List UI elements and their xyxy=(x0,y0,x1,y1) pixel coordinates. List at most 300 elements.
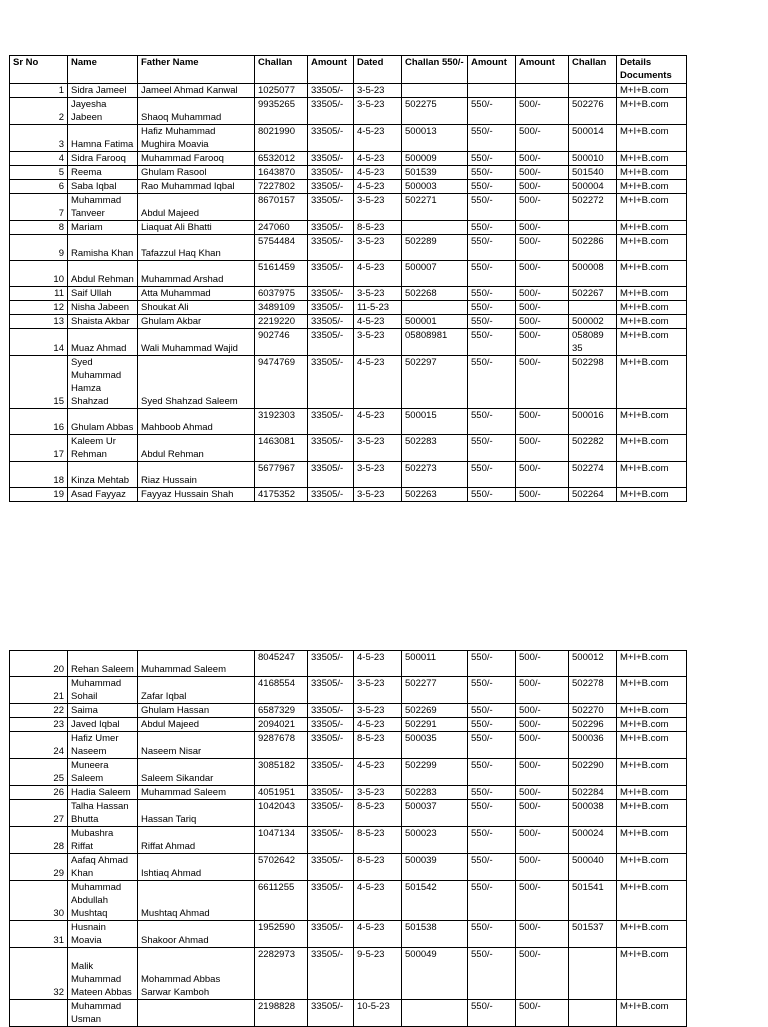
table-row xyxy=(10,194,687,221)
cell-amount: 33505/- xyxy=(308,84,354,98)
cell-challan-550: 500015 xyxy=(402,409,468,435)
cell-name: Hafiz Umer Naseem xyxy=(68,732,138,759)
cell-dated: 4-5-23 xyxy=(354,921,402,948)
cell-details-documents: M+I+B.com xyxy=(617,881,687,921)
cell-challan-2: 500008 xyxy=(569,261,617,287)
cell-amount: 33505/- xyxy=(308,800,354,827)
cell-amount-500: 500/- xyxy=(516,881,569,921)
cell-dated: 3-5-23 xyxy=(354,84,402,98)
cell-details-documents: M+I+B.com xyxy=(617,948,687,1000)
header-amount-550: Amount xyxy=(468,56,516,84)
cell-father-name: Hassan Tariq xyxy=(138,800,255,827)
cell-name: Shaista Akbar xyxy=(68,315,138,329)
cell-amount-550: 550/- xyxy=(468,759,516,786)
cell-dated: 9-5-23 xyxy=(354,948,402,1000)
cell-sr-no: 17 xyxy=(10,435,68,462)
cell-challan: 1643870 xyxy=(255,166,308,180)
cell-challan-2: 500012 xyxy=(569,651,617,677)
cell-details-documents: M+I+B.com xyxy=(617,462,687,488)
cell-father-name: Muhammad Saleem xyxy=(138,786,255,800)
cell-challan-550: 501539 xyxy=(402,166,468,180)
cell-challan-2: 058089 35 xyxy=(569,329,617,356)
cell-challan-2: 502290 xyxy=(569,759,617,786)
header-challan-2: Challan xyxy=(569,56,617,84)
cell-amount-500: 500/- xyxy=(516,166,569,180)
cell-challan-550: 502291 xyxy=(402,718,468,732)
cell-details-documents: M+I+B.com xyxy=(617,180,687,194)
cell-amount-550: 550/- xyxy=(468,921,516,948)
records-table-page-1 xyxy=(9,55,687,502)
cell-amount-500: 500/- xyxy=(516,462,569,488)
table-row xyxy=(10,759,687,786)
cell-father-name: Ishtiaq Ahmad xyxy=(138,854,255,881)
cell-father-name: Shoukat Ali xyxy=(138,301,255,315)
cell-challan: 2219220 xyxy=(255,315,308,329)
cell-challan-550: 502283 xyxy=(402,435,468,462)
cell-name: Saima xyxy=(68,704,138,718)
cell-challan-550: 500049 xyxy=(402,948,468,1000)
cell-challan-550: 502289 xyxy=(402,235,468,261)
cell-name: Mubashra Riffat xyxy=(68,827,138,854)
cell-name: Nisha Jabeen xyxy=(68,301,138,315)
cell-dated: 8-5-23 xyxy=(354,221,402,235)
cell-challan-2: 502282 xyxy=(569,435,617,462)
cell-amount-500: 500/- xyxy=(516,235,569,261)
cell-challan-2 xyxy=(569,301,617,315)
cell-challan-550: 502297 xyxy=(402,356,468,409)
cell-dated: 4-5-23 xyxy=(354,356,402,409)
cell-dated: 4-5-23 xyxy=(354,409,402,435)
cell-sr-no: 18 xyxy=(10,462,68,488)
cell-sr-no: 26 xyxy=(10,786,68,800)
cell-challan: 902746 xyxy=(255,329,308,356)
cell-dated: 3-5-23 xyxy=(354,704,402,718)
records-table-page-2 xyxy=(9,650,687,1027)
cell-amount-500: 500/- xyxy=(516,718,569,732)
records-table-body xyxy=(10,651,687,1027)
cell-challan: 8045247 xyxy=(255,651,308,677)
cell-sr-no: 1 xyxy=(10,84,68,98)
cell-dated: 3-5-23 xyxy=(354,194,402,221)
table-row xyxy=(10,800,687,827)
table-row xyxy=(10,301,687,315)
cell-details-documents: M+I+B.com xyxy=(617,677,687,704)
table-row xyxy=(10,921,687,948)
cell-amount-500: 500/- xyxy=(516,948,569,1000)
cell-challan: 6611255 xyxy=(255,881,308,921)
cell-amount-500: 500/- xyxy=(516,800,569,827)
cell-sr-no: 24 xyxy=(10,732,68,759)
cell-challan-550: 500039 xyxy=(402,854,468,881)
cell-challan-550: 501538 xyxy=(402,921,468,948)
cell-amount-500: 500/- xyxy=(516,409,569,435)
cell-challan-2 xyxy=(569,221,617,235)
table-row xyxy=(10,125,687,152)
cell-amount-550: 550/- xyxy=(468,287,516,301)
cell-name: Muhammad Sohail xyxy=(68,677,138,704)
cell-amount-550: 550/- xyxy=(468,827,516,854)
cell-challan-550: 500035 xyxy=(402,732,468,759)
cell-details-documents: M+I+B.com xyxy=(617,651,687,677)
cell-name: Muneera Saleem xyxy=(68,759,138,786)
cell-amount-550: 550/- xyxy=(468,800,516,827)
cell-name: Muhammad Abdullah Mushtaq xyxy=(68,881,138,921)
cell-dated: 4-5-23 xyxy=(354,152,402,166)
cell-name: Muhammad Tanveer xyxy=(68,194,138,221)
cell-challan-550: 501542 xyxy=(402,881,468,921)
header-sr-no: Sr No xyxy=(10,56,68,84)
cell-challan-550: 502275 xyxy=(402,98,468,125)
header-dated: Dated xyxy=(354,56,402,84)
table-row xyxy=(10,704,687,718)
header-challan-550: Challan 550/- xyxy=(402,56,468,84)
cell-challan-2: 502276 xyxy=(569,98,617,125)
cell-details-documents: M+I+B.com xyxy=(617,827,687,854)
cell-amount-500: 500/- xyxy=(516,732,569,759)
cell-amount: 33505/- xyxy=(308,409,354,435)
cell-name: Kaleem Ur Rehman xyxy=(68,435,138,462)
cell-dated: 8-5-23 xyxy=(354,854,402,881)
cell-challan-550: 05808981 xyxy=(402,329,468,356)
cell-amount-500: 500/- xyxy=(516,261,569,287)
cell-name: Rehan Saleem xyxy=(68,651,138,677)
cell-challan: 6532012 xyxy=(255,152,308,166)
cell-name: Kinza Mehtab xyxy=(68,462,138,488)
cell-amount-550: 550/- xyxy=(468,166,516,180)
header-row xyxy=(10,56,687,84)
cell-challan-550 xyxy=(402,221,468,235)
cell-challan-2: 501537 xyxy=(569,921,617,948)
cell-details-documents: M+I+B.com xyxy=(617,1000,687,1027)
cell-challan-2: 502264 xyxy=(569,488,617,502)
cell-challan: 8021990 xyxy=(255,125,308,152)
table-row xyxy=(10,315,687,329)
cell-challan: 8670157 xyxy=(255,194,308,221)
cell-challan-550: 500011 xyxy=(402,651,468,677)
cell-details-documents: M+I+B.com xyxy=(617,435,687,462)
cell-amount-500: 500/- xyxy=(516,704,569,718)
cell-amount: 33505/- xyxy=(308,827,354,854)
cell-name: Saba Iqbal xyxy=(68,180,138,194)
cell-challan: 9287678 xyxy=(255,732,308,759)
cell-details-documents: M+I+B.com xyxy=(617,800,687,827)
cell-sr-no: 6 xyxy=(10,180,68,194)
cell-amount-500: 500/- xyxy=(516,180,569,194)
cell-details-documents: M+I+B.com xyxy=(617,84,687,98)
cell-amount-500: 500/- xyxy=(516,677,569,704)
cell-father-name: Ghulam Hassan xyxy=(138,704,255,718)
cell-amount-550: 550/- xyxy=(468,356,516,409)
cell-amount-500: 500/- xyxy=(516,651,569,677)
cell-name: Abdul Rehman xyxy=(68,261,138,287)
cell-father-name: Ghulam Rasool xyxy=(138,166,255,180)
cell-amount-550: 550/- xyxy=(468,180,516,194)
cell-details-documents: M+I+B.com xyxy=(617,166,687,180)
table-row xyxy=(10,948,687,1000)
cell-challan-550: 500037 xyxy=(402,800,468,827)
table-row xyxy=(10,786,687,800)
cell-challan-2: 500040 xyxy=(569,854,617,881)
cell-amount-500: 500/- xyxy=(516,287,569,301)
table-row xyxy=(10,718,687,732)
cell-amount-550: 550/- xyxy=(468,409,516,435)
cell-challan-550 xyxy=(402,1000,468,1027)
cell-dated: 3-5-23 xyxy=(354,435,402,462)
cell-challan-2 xyxy=(569,1000,617,1027)
cell-amount: 33505/- xyxy=(308,166,354,180)
cell-name: Saif Ullah xyxy=(68,287,138,301)
cell-dated: 3-5-23 xyxy=(354,488,402,502)
cell-challan-2 xyxy=(569,84,617,98)
cell-challan-2: 500010 xyxy=(569,152,617,166)
cell-amount-550 xyxy=(468,84,516,98)
cell-challan: 2198828 xyxy=(255,1000,308,1027)
cell-name: Muaz Ahmad xyxy=(68,329,138,356)
cell-father-name: Tafazzul Haq Khan xyxy=(138,235,255,261)
cell-details-documents: M+I+B.com xyxy=(617,315,687,329)
cell-amount: 33505/- xyxy=(308,287,354,301)
table-row xyxy=(10,488,687,502)
cell-sr-no: 8 xyxy=(10,221,68,235)
cell-details-documents: M+I+B.com xyxy=(617,732,687,759)
cell-dated: 3-5-23 xyxy=(354,677,402,704)
cell-amount-550: 550/- xyxy=(468,1000,516,1027)
cell-amount-500: 500/- xyxy=(516,125,569,152)
cell-sr-no: 10 xyxy=(10,261,68,287)
cell-challan: 4051951 xyxy=(255,786,308,800)
cell-challan-550 xyxy=(402,301,468,315)
cell-amount-500 xyxy=(516,84,569,98)
cell-father-name: Shakoor Ahmad xyxy=(138,921,255,948)
cell-challan-550: 502283 xyxy=(402,786,468,800)
cell-details-documents: M+I+B.com xyxy=(617,921,687,948)
table-row xyxy=(10,166,687,180)
cell-sr-no: 9 xyxy=(10,235,68,261)
cell-name: Malik Muhammad Mateen Abbas xyxy=(68,948,138,1000)
cell-challan-2: 502284 xyxy=(569,786,617,800)
table-row xyxy=(10,98,687,125)
cell-father-name: Hafiz Muhammad Mughira Moavia xyxy=(138,125,255,152)
cell-father-name: Mohammad Abbas Sarwar Kamboh xyxy=(138,948,255,1000)
cell-challan: 3192303 xyxy=(255,409,308,435)
cell-challan: 7227802 xyxy=(255,180,308,194)
cell-amount-550: 550/- xyxy=(468,718,516,732)
cell-father-name: Riaz Hussain xyxy=(138,462,255,488)
cell-challan-2: 500016 xyxy=(569,409,617,435)
table-row xyxy=(10,152,687,166)
cell-dated: 3-5-23 xyxy=(354,462,402,488)
cell-challan-550: 500009 xyxy=(402,152,468,166)
cell-amount-550: 550/- xyxy=(468,194,516,221)
cell-father-name: Riffat Ahmad xyxy=(138,827,255,854)
cell-amount-550: 550/- xyxy=(468,881,516,921)
table-row xyxy=(10,221,687,235)
table-row xyxy=(10,435,687,462)
cell-father-name: Liaquat Ali Bhatti xyxy=(138,221,255,235)
cell-challan: 1463081 xyxy=(255,435,308,462)
cell-details-documents: M+I+B.com xyxy=(617,759,687,786)
cell-challan-2: 501540 xyxy=(569,166,617,180)
cell-dated: 3-5-23 xyxy=(354,786,402,800)
cell-challan-2 xyxy=(569,948,617,1000)
cell-amount-500: 500/- xyxy=(516,786,569,800)
header-amount: Amount xyxy=(308,56,354,84)
cell-sr-no: 12 xyxy=(10,301,68,315)
cell-amount-500: 500/- xyxy=(516,152,569,166)
cell-challan-2: 500002 xyxy=(569,315,617,329)
cell-amount-550: 550/- xyxy=(468,651,516,677)
cell-sr-no: 32 xyxy=(10,948,68,1000)
cell-amount: 33505/- xyxy=(308,677,354,704)
cell-details-documents: M+I+B.com xyxy=(617,221,687,235)
cell-amount: 33505/- xyxy=(308,180,354,194)
cell-dated: 4-5-23 xyxy=(354,315,402,329)
cell-amount-500: 500/- xyxy=(516,221,569,235)
cell-sr-no: 7 xyxy=(10,194,68,221)
cell-challan: 5677967 xyxy=(255,462,308,488)
cell-sr-no: 30 xyxy=(10,881,68,921)
cell-details-documents: M+I+B.com xyxy=(617,329,687,356)
cell-challan: 6037975 xyxy=(255,287,308,301)
header-father-name: Father Name xyxy=(138,56,255,84)
cell-sr-no xyxy=(10,1000,68,1027)
header-challan: Challan xyxy=(255,56,308,84)
cell-amount-500: 500/- xyxy=(516,315,569,329)
cell-challan-2: 502296 xyxy=(569,718,617,732)
cell-details-documents: M+I+B.com xyxy=(617,98,687,125)
cell-father-name: Shaoq Muhammad xyxy=(138,98,255,125)
cell-amount: 33505/- xyxy=(308,315,354,329)
cell-challan: 1047134 xyxy=(255,827,308,854)
cell-sr-no: 13 xyxy=(10,315,68,329)
header-details-documents: Details Documents xyxy=(617,56,687,84)
cell-father-name: Ghulam Akbar xyxy=(138,315,255,329)
table-row xyxy=(10,84,687,98)
cell-challan: 5702642 xyxy=(255,854,308,881)
cell-amount-550: 550/- xyxy=(468,854,516,881)
table-row xyxy=(10,854,687,881)
cell-name: Sidra Jameel xyxy=(68,84,138,98)
cell-details-documents: M+I+B.com xyxy=(617,301,687,315)
cell-amount-500: 500/- xyxy=(516,1000,569,1027)
table-row xyxy=(10,356,687,409)
cell-amount: 33505/- xyxy=(308,921,354,948)
cell-amount: 33505/- xyxy=(308,261,354,287)
table-row xyxy=(10,261,687,287)
cell-challan-2: 500014 xyxy=(569,125,617,152)
cell-amount: 33505/- xyxy=(308,356,354,409)
cell-details-documents: M+I+B.com xyxy=(617,235,687,261)
cell-details-documents: M+I+B.com xyxy=(617,488,687,502)
cell-details-documents: M+I+B.com xyxy=(617,356,687,409)
cell-name: Mariam xyxy=(68,221,138,235)
cell-challan: 5754484 xyxy=(255,235,308,261)
cell-challan-550: 502277 xyxy=(402,677,468,704)
cell-amount-550: 550/- xyxy=(468,488,516,502)
cell-father-name: Abdul Majeed xyxy=(138,718,255,732)
table-row xyxy=(10,881,687,921)
cell-father-name: Wali Muhammad Wajid xyxy=(138,329,255,356)
cell-name: Asad Fayyaz xyxy=(68,488,138,502)
cell-dated: 4-5-23 xyxy=(354,881,402,921)
cell-amount: 33505/- xyxy=(308,718,354,732)
cell-amount-550: 550/- xyxy=(468,315,516,329)
cell-amount: 33505/- xyxy=(308,194,354,221)
table-row xyxy=(10,180,687,194)
cell-amount: 33505/- xyxy=(308,786,354,800)
cell-name: Hamna Fatima xyxy=(68,125,138,152)
cell-challan: 4175352 xyxy=(255,488,308,502)
cell-sr-no: 4 xyxy=(10,152,68,166)
cell-father-name: Muhammad Saleem xyxy=(138,651,255,677)
cell-dated: 4-5-23 xyxy=(354,759,402,786)
cell-amount: 33505/- xyxy=(308,98,354,125)
cell-challan-550: 502273 xyxy=(402,462,468,488)
cell-challan-550: 502271 xyxy=(402,194,468,221)
cell-amount-500: 500/- xyxy=(516,356,569,409)
cell-challan-550: 502263 xyxy=(402,488,468,502)
cell-amount-500: 500/- xyxy=(516,194,569,221)
cell-sr-no: 25 xyxy=(10,759,68,786)
cell-name: Ramisha Khan xyxy=(68,235,138,261)
header-name: Name xyxy=(68,56,138,84)
cell-sr-no: 28 xyxy=(10,827,68,854)
cell-details-documents: M+I+B.com xyxy=(617,194,687,221)
cell-amount: 33505/- xyxy=(308,651,354,677)
cell-amount-500: 500/- xyxy=(516,98,569,125)
cell-details-documents: M+I+B.com xyxy=(617,786,687,800)
cell-challan: 3489109 xyxy=(255,301,308,315)
cell-challan-2: 500038 xyxy=(569,800,617,827)
cell-amount: 33505/- xyxy=(308,732,354,759)
cell-amount: 33505/- xyxy=(308,704,354,718)
cell-amount-500: 500/- xyxy=(516,488,569,502)
cell-sr-no: 31 xyxy=(10,921,68,948)
table-row xyxy=(10,329,687,356)
cell-father-name: Rao Muhammad Iqbal xyxy=(138,180,255,194)
cell-amount-550: 550/- xyxy=(468,786,516,800)
cell-dated: 8-5-23 xyxy=(354,732,402,759)
cell-dated: 4-5-23 xyxy=(354,651,402,677)
cell-challan: 2094021 xyxy=(255,718,308,732)
cell-challan-550: 500007 xyxy=(402,261,468,287)
cell-amount: 33505/- xyxy=(308,125,354,152)
cell-challan-550: 500003 xyxy=(402,180,468,194)
cell-challan-2: 500004 xyxy=(569,180,617,194)
cell-details-documents: M+I+B.com xyxy=(617,854,687,881)
cell-details-documents: M+I+B.com xyxy=(617,261,687,287)
cell-amount-500: 500/- xyxy=(516,921,569,948)
cell-name: Javed Iqbal xyxy=(68,718,138,732)
cell-dated: 8-5-23 xyxy=(354,800,402,827)
cell-sr-no: 15 xyxy=(10,356,68,409)
records-table-body xyxy=(10,56,687,502)
cell-father-name: Zafar Iqbal xyxy=(138,677,255,704)
cell-challan-2: 502286 xyxy=(569,235,617,261)
cell-amount-550: 550/- xyxy=(468,704,516,718)
cell-challan-550: 500013 xyxy=(402,125,468,152)
cell-challan-2: 500036 xyxy=(569,732,617,759)
cell-challan-2: 500024 xyxy=(569,827,617,854)
cell-father-name: Abdul Majeed xyxy=(138,194,255,221)
table-row xyxy=(10,827,687,854)
cell-challan: 6587329 xyxy=(255,704,308,718)
cell-challan-2: 501541 xyxy=(569,881,617,921)
cell-dated: 11-5-23 xyxy=(354,301,402,315)
table-row xyxy=(10,235,687,261)
cell-dated: 3-5-23 xyxy=(354,287,402,301)
cell-name: Aafaq Ahmad Khan xyxy=(68,854,138,881)
